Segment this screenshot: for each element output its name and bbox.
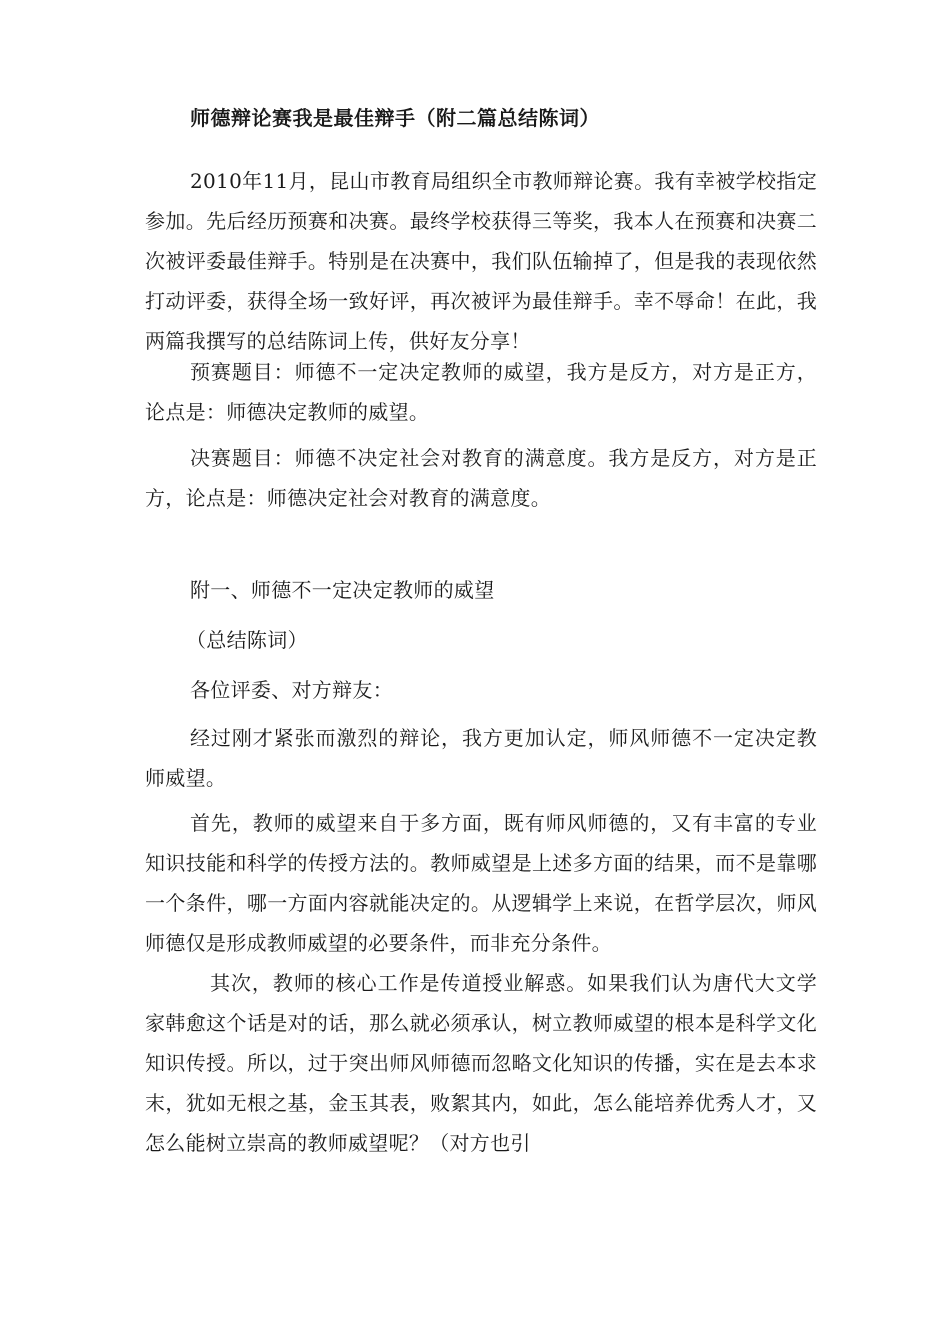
paragraph-after-debate: 经过刚才紧张而激烈的辩论，我方更加认定，师风师德不一定决定教师威望。 (145, 726, 817, 790)
document-title: 师德辩论赛我是最佳辩手（附二篇总结陈词） (190, 106, 600, 130)
appendix1-subheading: （总结陈词） (186, 628, 308, 652)
salutation: 各位评委、对方辩友： (190, 678, 393, 702)
prelim-topic-paragraph: 预赛题目：师德不一定决定教师的威望，我方是反方，对方是正方，论点是：师德决定教师的威望。 (145, 360, 817, 424)
paragraph-second-point: 其次，教师的核心工作是传道授业解惑。如果我们认为唐代大文学家韩愈这个话是对的话，那么就必须承认，树立教师威望的根本是科学文化知识传授。所以，过于突出师风师德而忽略文化知识的传播，实在是去本求末，犹如无根之基，金玉其表，败絮其内，如此，怎么能培养优秀人才，又怎么能树立崇高的教师威望呢？（对方也引 (145, 971, 817, 1155)
intro-paragraph: 2010年11月，昆山市教育局组织全市教师辩论赛。我有幸被学校指定参加。先后经历预赛和决赛。最终学校获得三等奖，我本人在预赛和决赛二次被评委最佳辩手。特别是在决赛中，我们队伍输掉了，但是我的表现依然打动评委，获得全场一致好评，再次被评为最佳辩手。幸不辱命！在此，我两篇我撰写的总结陈词上传，供好友分享！ (145, 169, 817, 353)
paragraph-first-point: 首先，教师的威望来自于多方面，既有师风师德的，又有丰富的专业知识技能和科学的传授方法的。教师威望是上述多方面的结果，而不是靠哪一个条件，哪一方面内容就能决定的。从逻辑学上来说，在哲学层次，师风师德仅是形成教师威望的必要条件，而非充分条件。 (145, 811, 817, 955)
final-topic-paragraph: 决赛题目：师德不决定社会对教育的满意度。我方是反方，对方是正方，论点是：师德决定社会对教育的满意度。 (145, 446, 817, 510)
appendix1-heading: 附一、师德不一定决定教师的威望 (190, 578, 495, 602)
